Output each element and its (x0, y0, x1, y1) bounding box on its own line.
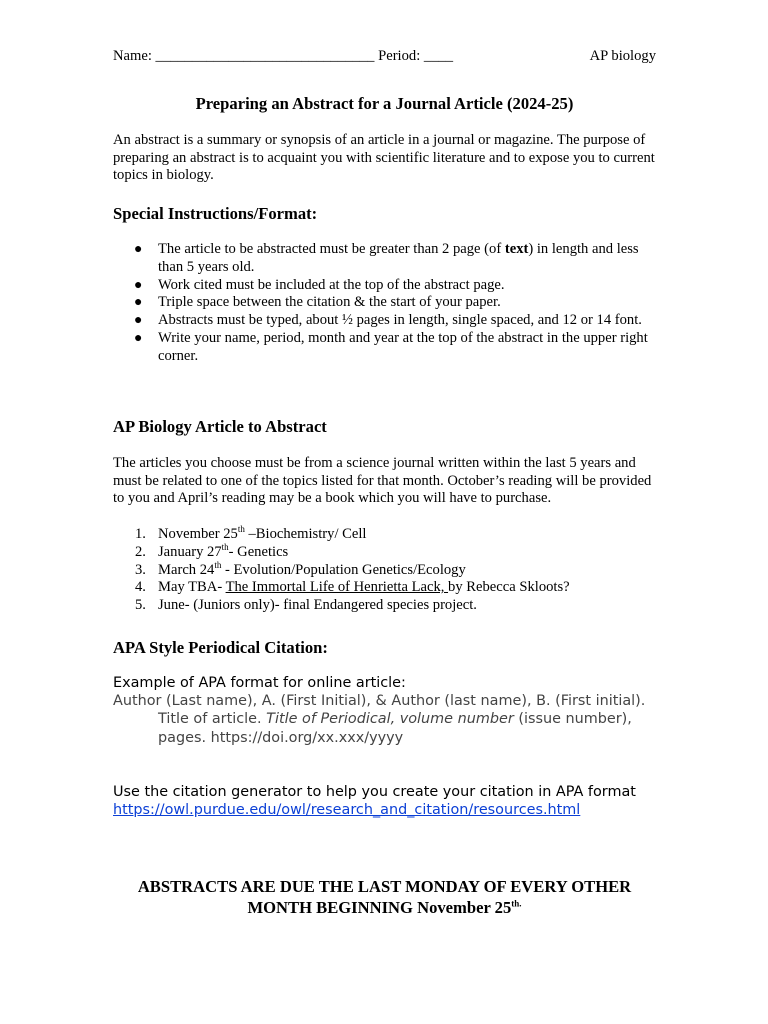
list-item: ● Triple space between the citation & the start of your paper. (134, 294, 501, 311)
articles-intro: The articles you choose must be from a science journal written within the last 5 years and must be related to one of the topics listed for that month. October’s reading will be provided to you and April’s reading may be a book which you will have to purchase. (113, 455, 652, 507)
list-item: ● Work cited must be included at the top of the abstract page. (134, 276, 505, 293)
articles-heading: AP Biology Article to Abstract (113, 417, 327, 436)
due-date-notice: ABSTRACTS ARE DUE THE LAST MONDAY OF EVERY OTHER MONTH BEGINNING November $25^{th.}$ (137, 877, 632, 917)
course-label: AP biology (589, 48, 656, 64)
citation-generator-block (113, 783, 656, 819)
bullet-icon: ● (134, 295, 143, 311)
list-item: 2. January 27th- Genetics (135, 541, 289, 560)
citation-generator-link[interactable]: https://owl.purdue.edu/owl/research_and_citation/resources.html (113, 802, 581, 819)
apa-example (113, 674, 656, 747)
document-title: Preparing an Abstract for a Journal Article (2024-25) (195, 94, 574, 113)
list-item: 5. June- (Juniors only)- final Endangered species project. (135, 597, 477, 614)
list-item: ● The article to be abstracted must be greater than 2 page (of text) in length and less than 5 years old. (134, 241, 639, 275)
citation-generator-text: Use the citation generator to help you create your citation in APA format (113, 784, 636, 800)
special-instructions-heading: Special Instructions/Format: (113, 204, 318, 223)
bullet-icon: ● (134, 313, 143, 329)
bullet-icon: ● (134, 277, 143, 293)
list-item: ● Abstracts must be typed, about ½ pages in length, single spaced, and 12 or 14 font. (134, 312, 642, 329)
list-item: 3. March 24th - Evolution/Population Genetics/Ecology (135, 559, 466, 578)
list-item: 4. May TBA- The Immortal Life of Henrietta Lack, by Rebecca Skloots? (135, 579, 570, 596)
apa-author-line: Author (Last name), A. (First Initial), & Author (last name), B. (First initial). (113, 693, 646, 710)
apa-heading: APA Style Periodical Citation: (113, 638, 328, 657)
apa-title-line: Title of article. Title of Periodical, volume number (issue number), pages. https://doi.org/xx.xxx/yyyy (158, 711, 632, 746)
intro-paragraph: An abstract is a summary or synopsis of an article in a journal or magazine. The purpose of preparing an abstract is to acquaint you with scientific literature and to expose you to current topics in biology. (113, 132, 655, 184)
list-item: 1. November 25th –Biochemistry/ Cell (135, 524, 367, 542)
name-period-field: Name: ______________________________ Period: ____ (113, 48, 454, 64)
instructions-list (113, 241, 656, 366)
book-title: The Immortal Life of Henrietta Lack, (225, 579, 449, 596)
article-schedule-list (113, 526, 656, 615)
bullet-icon: ● (134, 330, 143, 346)
header-line (113, 47, 656, 65)
bullet-icon: ● (134, 242, 143, 257)
apa-example-label: Example of APA format for online article: (113, 675, 406, 691)
list-item: ● Write your name, period, month and year at the top of the abstract in the upper right corner. (134, 329, 648, 364)
